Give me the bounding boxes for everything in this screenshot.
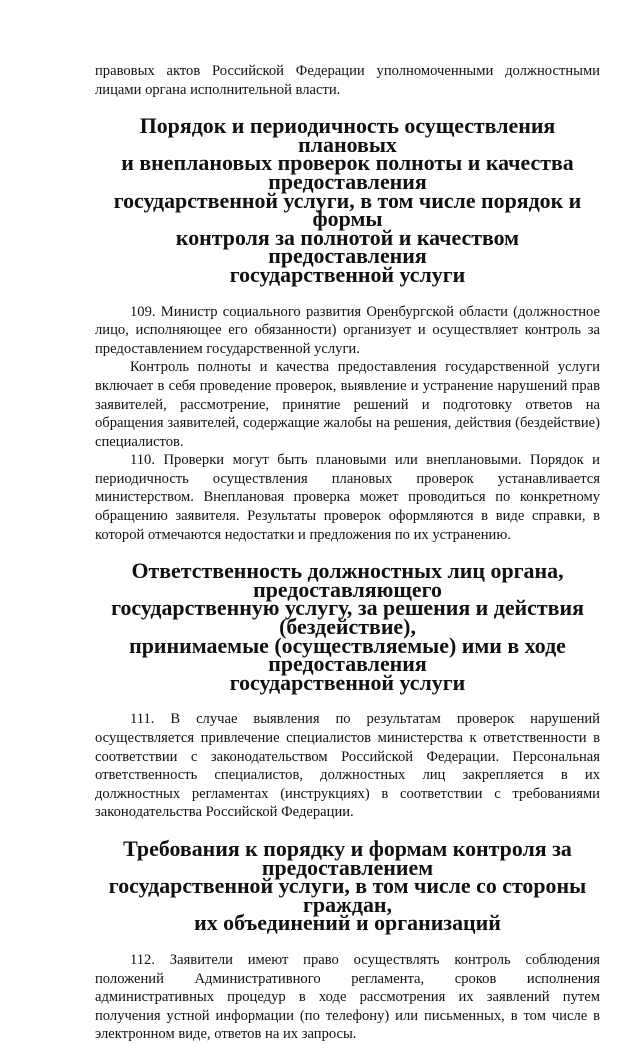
heading-line: государственной услуги, в том числе порядок и формы xyxy=(113,187,582,232)
paragraph-111: 111. В случае выявления по результатам проверок нарушений осуществляется привлечение специалистов министерства к ответственности в соответствии с законодательством Российской Федерации. Персональная ответственность специалистов, должностных лиц закрепляется в их должностных регламентах (инструкциях) в соответствии с требованиями законодательства Российской Федерации. xyxy=(95,711,600,821)
heading-line: их объединений и организаций xyxy=(194,910,501,936)
section-heading-control-requirements xyxy=(95,835,600,936)
heading-line: государственную услугу, за решения и действия (бездействие), xyxy=(111,595,584,640)
heading-line: контроля за полнотой и качеством предоставления xyxy=(175,224,520,269)
paragraph-109-control-scope: Контроль полноты и качества предоставления государственной услуги включает в себя проведение проверок, выявление и устранение нарушений прав заявителей, рассмотрение, принятие решений и подготовку ответов на обращения заявителей, содержащие жалобы на решения, действия (бездействие) специалистов. xyxy=(95,359,600,450)
heading-line: и внеплановых проверок полноты и качества предоставления xyxy=(121,150,574,194)
section-heading-control-procedure xyxy=(95,113,600,287)
section-heading-responsibility xyxy=(95,558,600,695)
heading-line: Ответственность должностных лиц органа, предоставляющего xyxy=(131,558,564,602)
paragraph-112: 112. Заявители имеют право осуществлять контроль соблюдения положений Административного регламента, сроков исполнения административных процедур в ходе рассмотрения их заявлений путем получения устной информации (по телефону) или письменных, в том числе в электронном виде, ответов на их запросы. xyxy=(95,951,600,1043)
heading-line: государственной услуги xyxy=(229,261,466,287)
paragraph-110: 110. Проверки могут быть плановыми или внеплановыми. Порядок и периодичность осуществления плановых проверок устанавливается министерством. Внеплановая проверка может проводиться по конкретному обращению заявителя. Результаты проверок оформляются в виде справки, в которой отмечаются недостатки и предложения по их устранению. xyxy=(95,452,600,543)
paragraph-109: 109. Министр социального развития Оренбургской области (должностное лицо, исполняющее его обязанности) организует и осуществляет контроль за предоставлением государственной услуги. xyxy=(95,303,600,357)
heading-line: государственной услуги, в том числе со стороны граждан, xyxy=(108,873,587,917)
heading-line: Порядок и периодичность осуществления плановых xyxy=(139,113,556,157)
heading-line: принимаемые (осуществляемые) ими в ходе предоставления xyxy=(129,632,566,677)
heading-line: Требования к порядку и формам контроля за предоставлением xyxy=(123,835,572,880)
intro-paragraph: правовых актов Российской Федерации уполномоченными должностными лицами органа исполнительной власти. xyxy=(95,63,600,98)
heading-line: государственной услуги xyxy=(229,669,466,695)
document-page xyxy=(95,62,600,1044)
